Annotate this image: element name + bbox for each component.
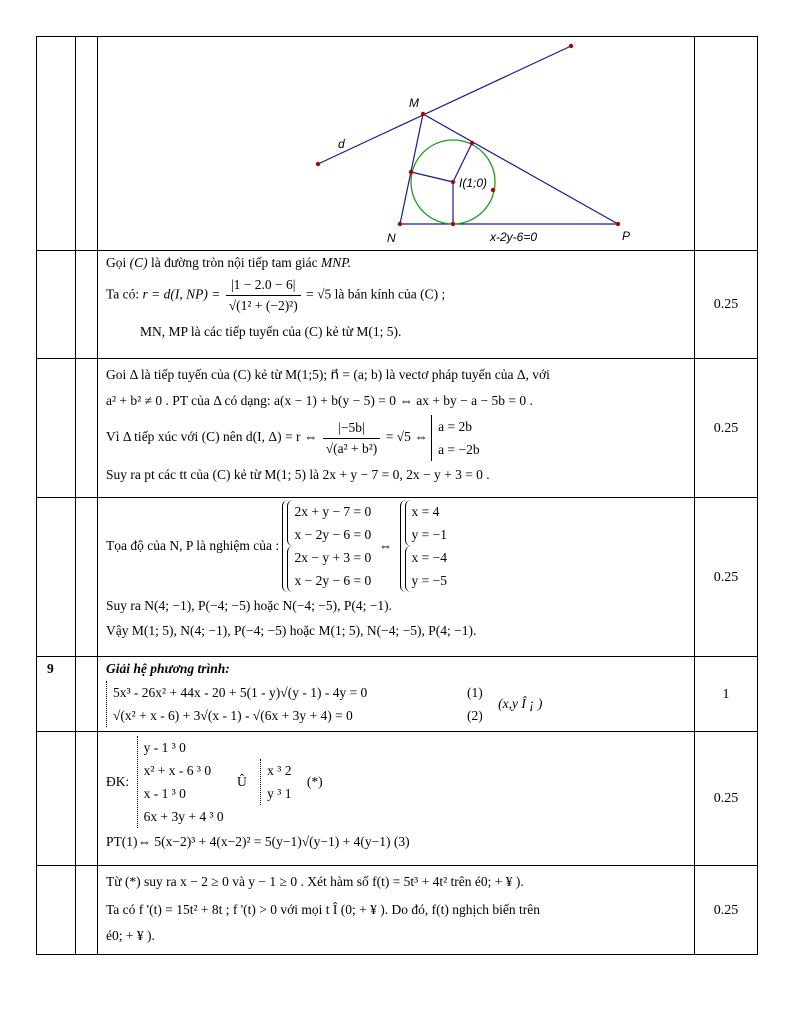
point-d-right <box>569 44 573 48</box>
point-d-left <box>316 162 320 166</box>
radius-2 <box>411 172 453 182</box>
solution-1: x = 4 y = −1 <box>405 500 447 546</box>
block2-line1: Goi Δ là tiếp tuyến của (C) kẻ từ M(1;5); n⃗ = (a; b) là vectơ pháp tuyến của Δ, với <box>106 367 550 382</box>
question-system <box>106 681 686 727</box>
block5-content <box>98 732 695 866</box>
block1-line1: Gọi (C) là đường tròn nội tiếp tam giác MNP. <box>106 255 352 270</box>
side-mp <box>423 114 618 224</box>
solution-2: x = −4 y = −5 <box>405 546 447 592</box>
score-block5: 0.25 <box>713 791 739 806</box>
condition-system: ĐK: y - 1 ³ 0 x² + x - 6 ³ 0 x - 1 ³ 0 6x + 3y + 4 ³ 0 Û x ³ 2 y ³ 1 (*) <box>106 736 686 828</box>
score-block1: 0.25 <box>713 297 739 312</box>
row-question-9 <box>37 657 758 732</box>
block6-line1: Từ (*) suy ra x − 2 ≥ 0 và y − 1 ≥ 0 . Xét hàm số f(t) = 5t³ + 4t² trên é0; + ¥ ). <box>106 874 524 889</box>
block2-line4: Suy ra pt các tt của (C) kẻ từ M(1; 5) là 2x + y − 7 = 0, 2x − y + 3 = 0 . <box>106 467 490 482</box>
point-t2 <box>409 170 413 174</box>
solution-outer <box>400 500 447 592</box>
block1-line2: Ta có: r = d(I, NP) = $\frac{|1 - 2.0 - 6|}{\text{√(1² + (−2)²)}}$ = √5 là bán kính của (C) ; <box>106 275 686 316</box>
distance-fraction: $\frac{|-5b|}{\text{√(a² + b²)}}$ <box>323 418 381 459</box>
line-d <box>318 46 571 164</box>
point-p <box>616 222 620 226</box>
point-m <box>421 112 425 116</box>
result-brace: x ³ 2 y ³ 1 <box>260 759 291 805</box>
point-t1 <box>470 141 474 145</box>
row-block6 <box>37 866 758 955</box>
label-n: N <box>387 231 396 245</box>
label-m: M <box>409 96 419 110</box>
row-block5 <box>37 732 758 866</box>
figure-row <box>37 37 758 251</box>
block2-content <box>98 359 695 498</box>
block6-line2: Ta có f '(t) = 15t² + 8t ; f '(t) > 0 với mọi t Î (0; + ¥ ). Do đó, f(t) nghịch biến trên <box>106 902 540 917</box>
system-2: 2x − y + 3 = 0 x − 2y − 6 = 0 <box>287 546 371 592</box>
point-t3 <box>451 222 455 226</box>
row-block3 <box>37 498 758 657</box>
block3-system: Tọa độ của N, P là nghiệm của : 2x + y − 7 = 0 x − 2y − 6 = 0 2x − y + 3 = 0 x − 2y − 6 = 0 ⇔ x = 4 y = −1 x = −4 y = −5 <box>106 500 686 592</box>
block2-line2: a² + b² ≠ 0 . PT của Δ có dạng: a(x − 1) + b(y − 5) = 0 ⇔ ax + by − a − 5b = 0 . <box>106 393 533 408</box>
row-block2 <box>37 359 758 498</box>
block3-content <box>98 498 695 657</box>
system-outer <box>282 500 371 592</box>
block3-line2: Suy ra N(4; −1), P(−4; −5) hoặc N(−4; −5), P(4; −1). <box>106 598 393 613</box>
score-block6: 0.25 <box>713 902 739 918</box>
question-title: Giải hệ phương trình: <box>106 661 230 676</box>
block1-content <box>98 251 695 359</box>
question-brace: 5x³ - 26x² + 44x - 20 + 5(1 - y)√(y - 1) - 4y = 0 (1) √(x² + x - 6) + 3√(x - 1) - √(6x + 3y + 4) = 0 (2) <box>106 681 483 727</box>
solution-table <box>36 36 758 955</box>
block6-content <box>98 866 695 955</box>
label-i: I(1;0) <box>459 176 488 190</box>
label-np: x-2y-6=0 <box>490 230 538 244</box>
score-block2: 0.25 <box>713 420 739 436</box>
point-n <box>398 222 402 226</box>
domain-note: (x,y Î ¡ ) <box>498 696 543 711</box>
score-block3: 0.25 <box>713 569 739 585</box>
point-c <box>491 188 495 192</box>
point-i <box>451 180 455 184</box>
label-d: d <box>338 137 345 151</box>
block3-line3: Vậy M(1; 5), N(4; −1), P(−4; −5) hoặc M(1; 5), N(−4; −5), P(4; −1). <box>106 623 477 638</box>
row-block1 <box>37 251 758 359</box>
score-question: 1 <box>722 686 730 702</box>
system-1: 2x + y − 7 = 0 x − 2y − 6 = 0 <box>287 500 371 546</box>
block6-line3: é0; + ¥ ). <box>106 928 155 943</box>
case-bracket: a = 2b a = −2b <box>431 415 479 461</box>
triangle-figure <box>98 37 658 250</box>
label-p: P <box>622 229 631 243</box>
block1-line3: MN, MP là các tiếp tuyến của (C) kẻ từ M(1; 5). <box>140 324 402 339</box>
block2-line3: Vì Δ tiếp xúc với (C) nên d(I, Δ) = r ⇔ $\frac{|-5b|}{\text{√(a² + b²)}}$ = √5 ⇔ a = 2b a = −2b <box>106 415 686 461</box>
figure-cell <box>98 37 695 251</box>
question-content <box>98 657 695 732</box>
conditions-brace: y - 1 ³ 0 x² + x - 6 ³ 0 x - 1 ³ 0 6x + 3y + 4 ³ 0 <box>137 736 224 828</box>
radius-fraction: $\frac{|1 - 2.0 - 6|}{\text{√(1² + (−2)²)}}$ <box>226 275 301 316</box>
block5-pt1: PT(1)⇔ 5(x−2)³ + 4(x−2)² = 5(y−1)√(y−1) + 4(y−1) (3) <box>106 834 410 849</box>
question-number: 9 <box>47 661 54 676</box>
